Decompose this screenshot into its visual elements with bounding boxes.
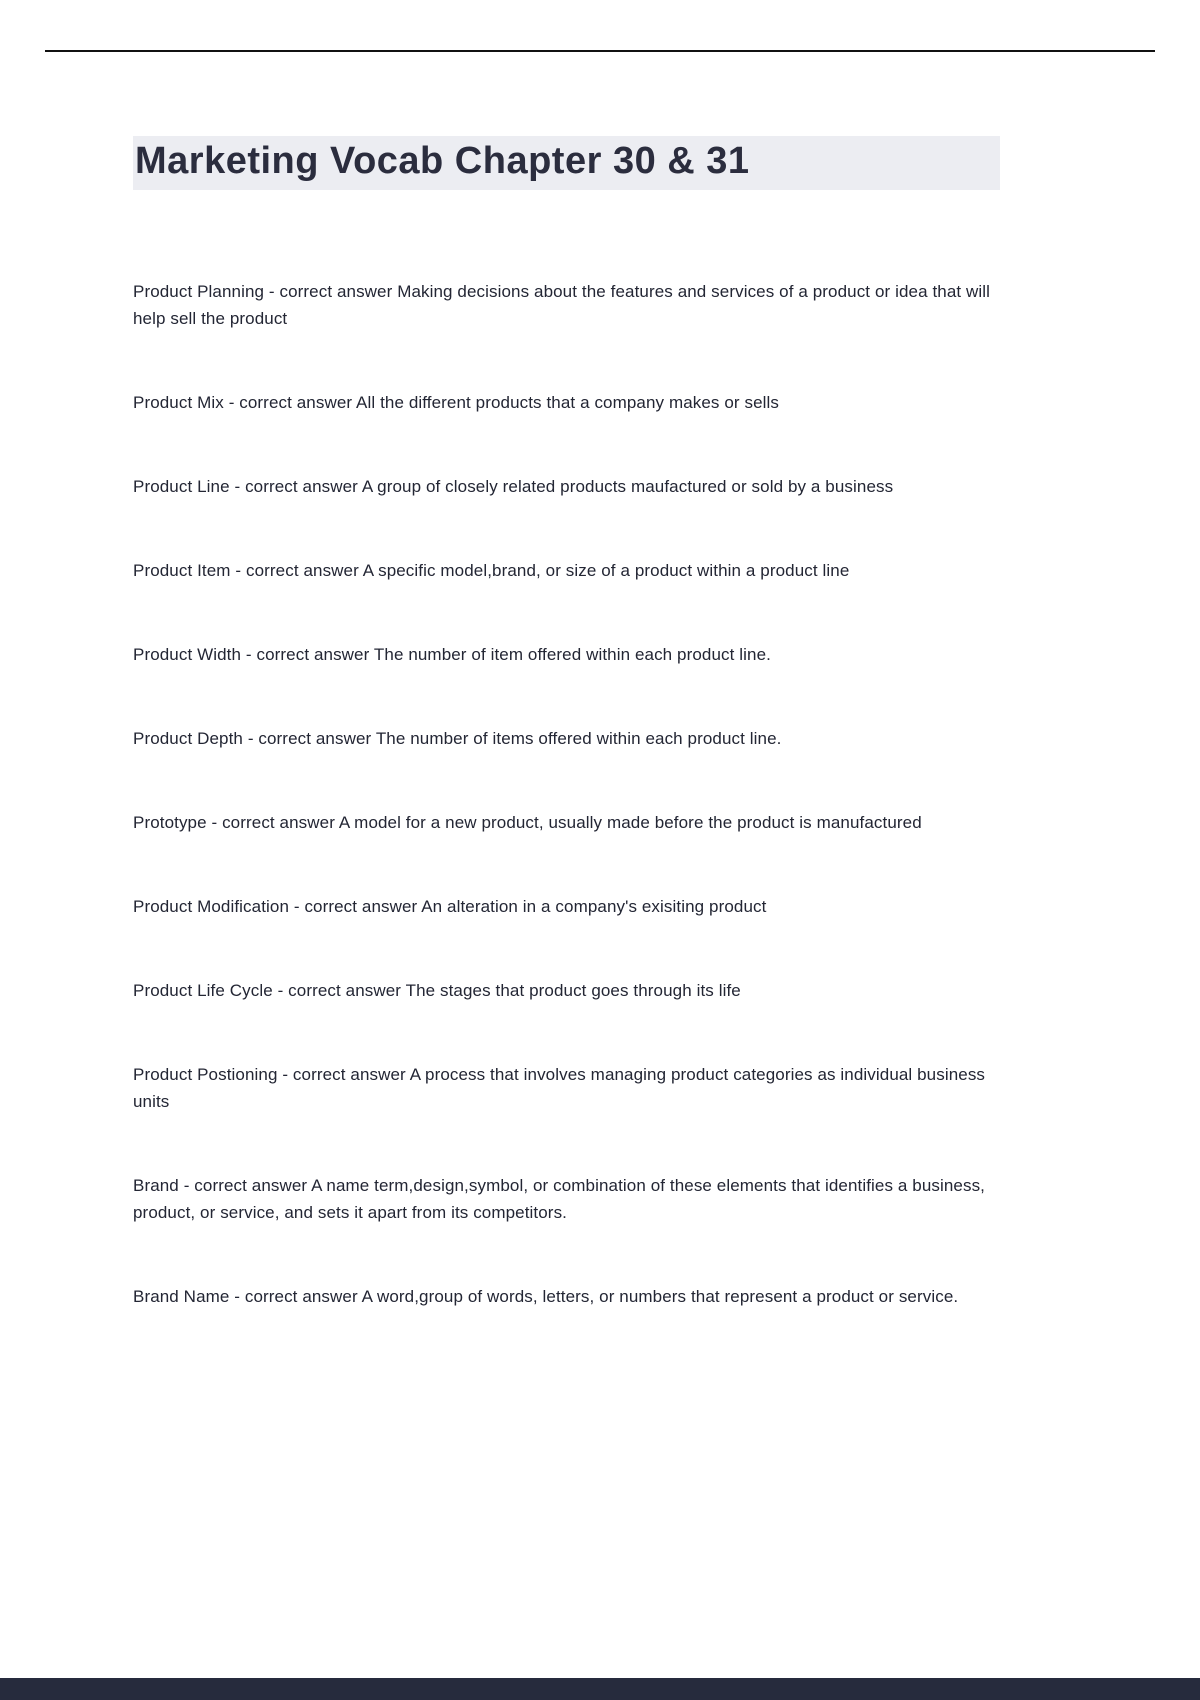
answer-label: - correct answer	[234, 476, 358, 496]
vocab-term: Brand Name	[133, 1286, 230, 1306]
vocab-entry	[133, 1061, 1000, 1115]
vocab-term: Product Item	[133, 560, 231, 580]
vocab-term: Brand	[133, 1175, 179, 1195]
vocab-entry	[133, 809, 1000, 836]
vocab-entry	[133, 557, 1000, 584]
vocab-definition: The number of items offered within each product line.	[375, 728, 782, 748]
footer-bar	[0, 1678, 1200, 1700]
vocab-term: Product Modification	[133, 896, 290, 916]
answer-label: - correct answer	[293, 896, 418, 916]
vocab-definition: Making decisions about the features and services of a product or idea that will help sell the product	[133, 281, 991, 328]
document-content	[133, 136, 1000, 1367]
vocab-entry	[133, 1172, 1000, 1226]
top-divider	[45, 50, 1155, 52]
vocab-entry	[133, 389, 1000, 416]
vocab-definition: A word,group of words, letters, or numbers that represent a product or service.	[361, 1286, 959, 1306]
vocab-entry	[133, 725, 1000, 752]
answer-label: - correct answer	[234, 1286, 358, 1306]
vocab-definition: The number of item offered within each product line.	[373, 644, 771, 664]
vocab-term: Product Line	[133, 476, 230, 496]
vocab-entry	[133, 1283, 1000, 1310]
vocab-term: Product Mix	[133, 392, 224, 412]
vocab-term: Product Depth	[133, 728, 243, 748]
answer-label: - correct answer	[228, 392, 353, 412]
vocab-definition: A specific model,brand, or size of a product within a product line	[362, 560, 850, 580]
answer-label: - correct answer	[247, 728, 372, 748]
vocab-definition: A name term,design,symbol, or combination of these elements that identifies a business, product, or service, and sets it apart from its competitors.	[133, 1175, 986, 1222]
vocab-definition: The stages that product goes through its life	[405, 980, 741, 1000]
vocab-definition: All the different products that a company makes or sells	[356, 392, 779, 412]
vocab-term: Prototype	[133, 812, 207, 832]
vocab-definition: A process that involves managing product categories as individual business units	[133, 1064, 986, 1111]
vocab-term: Product Life Cycle	[133, 980, 273, 1000]
answer-label: - correct answer	[245, 644, 370, 664]
answer-label: - correct answer	[183, 1175, 308, 1195]
answer-label: - correct answer	[277, 980, 402, 1000]
answer-label: - correct answer	[211, 812, 335, 832]
vocab-entry	[133, 641, 1000, 668]
page-title: Marketing Vocab Chapter 30 & 31	[133, 136, 1000, 190]
vocab-term: Product Width	[133, 644, 242, 664]
vocab-list	[133, 278, 1000, 1310]
vocab-term: Product Planning	[133, 281, 265, 301]
answer-label: - correct answer	[235, 560, 359, 580]
answer-label: - correct answer	[268, 281, 393, 301]
vocab-term: Product Postioning	[133, 1064, 278, 1084]
vocab-entry	[133, 278, 1000, 332]
vocab-definition: A group of closely related products maufactured or sold by a business	[361, 476, 894, 496]
vocab-definition: A model for a new product, usually made before the product is manufactured	[338, 812, 922, 832]
vocab-entry	[133, 473, 1000, 500]
vocab-definition: An alteration in a company's exisiting product	[421, 896, 767, 916]
vocab-entry	[133, 893, 1000, 920]
vocab-entry	[133, 977, 1000, 1004]
answer-label: - correct answer	[282, 1064, 406, 1084]
